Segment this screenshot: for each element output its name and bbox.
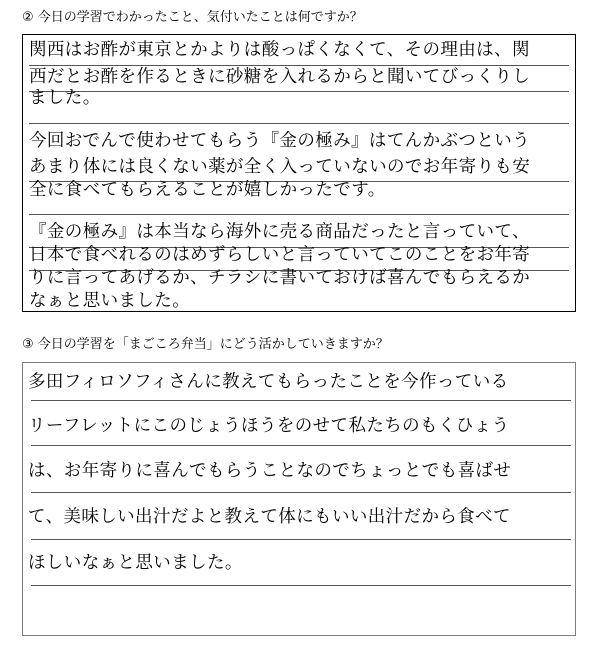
answer-box-3 <box>22 362 576 636</box>
answer-2-line: 関西はお酢が東京とかよりは酸っぱくなくて、その理由は、関 <box>29 40 530 60</box>
ruled-line <box>29 123 569 124</box>
answer-3-line: ほしいなぁと思いました。 <box>28 553 243 573</box>
answer-2-line: 西だとお酢を作るときに砂糖を入れるからと聞いてびっくりし <box>29 67 531 87</box>
answer-2-line: ました。 <box>29 88 101 108</box>
answer-3-line: て、美味しい出汁だよと教えて体にもいい出汁だから食べて <box>28 507 511 527</box>
answer-2-line: 日本で食べれるのはめずらしいと言っていてこのことをお年寄 <box>29 245 531 265</box>
answer-3-line: は、お年寄りに喜んでもらうことなのでちょっとでも喜ばせ <box>28 461 512 481</box>
answer-2-line: 今回おでんで使わせてもらう『金の極み』はてんかぶつという <box>29 131 531 151</box>
question-2-title: ② 今日の学習でわかったこと、気付いたことは何ですか？ <box>22 10 363 25</box>
answer-2-line: 全に食べてもらえることが嬉しかったです。 <box>29 180 386 200</box>
ruled-line <box>31 400 571 401</box>
ruled-line <box>31 539 571 540</box>
answer-box-2 <box>22 34 576 312</box>
answer-2-line: なぁと思いました。 <box>29 291 191 311</box>
ruled-line <box>29 91 569 92</box>
answer-3-line: リーフレットにこのじょうほうをのせて私たちのもくひょう <box>28 416 510 436</box>
ruled-line <box>29 214 569 215</box>
answer-3-line: 多田フィロソフィさんに教えてもらったことを今作っている <box>28 372 509 392</box>
answer-2-line: あまり体には良くない薬が全く入っていないのでお年寄りも安 <box>29 157 531 177</box>
ruled-line <box>31 445 571 446</box>
answer-2-line: りに言ってあげるか、チラシに書いておけば喜んでもらえるか <box>29 268 531 288</box>
question-3-title: ③ 今日の学習を「まごころ弁当」にどう活かしていきますか？ <box>22 337 389 352</box>
ruled-line <box>31 492 571 493</box>
answer-2-line: 『金の極み』は本当なら海外に売る商品だったと言っていて、 <box>29 222 530 242</box>
ruled-line <box>31 585 571 586</box>
